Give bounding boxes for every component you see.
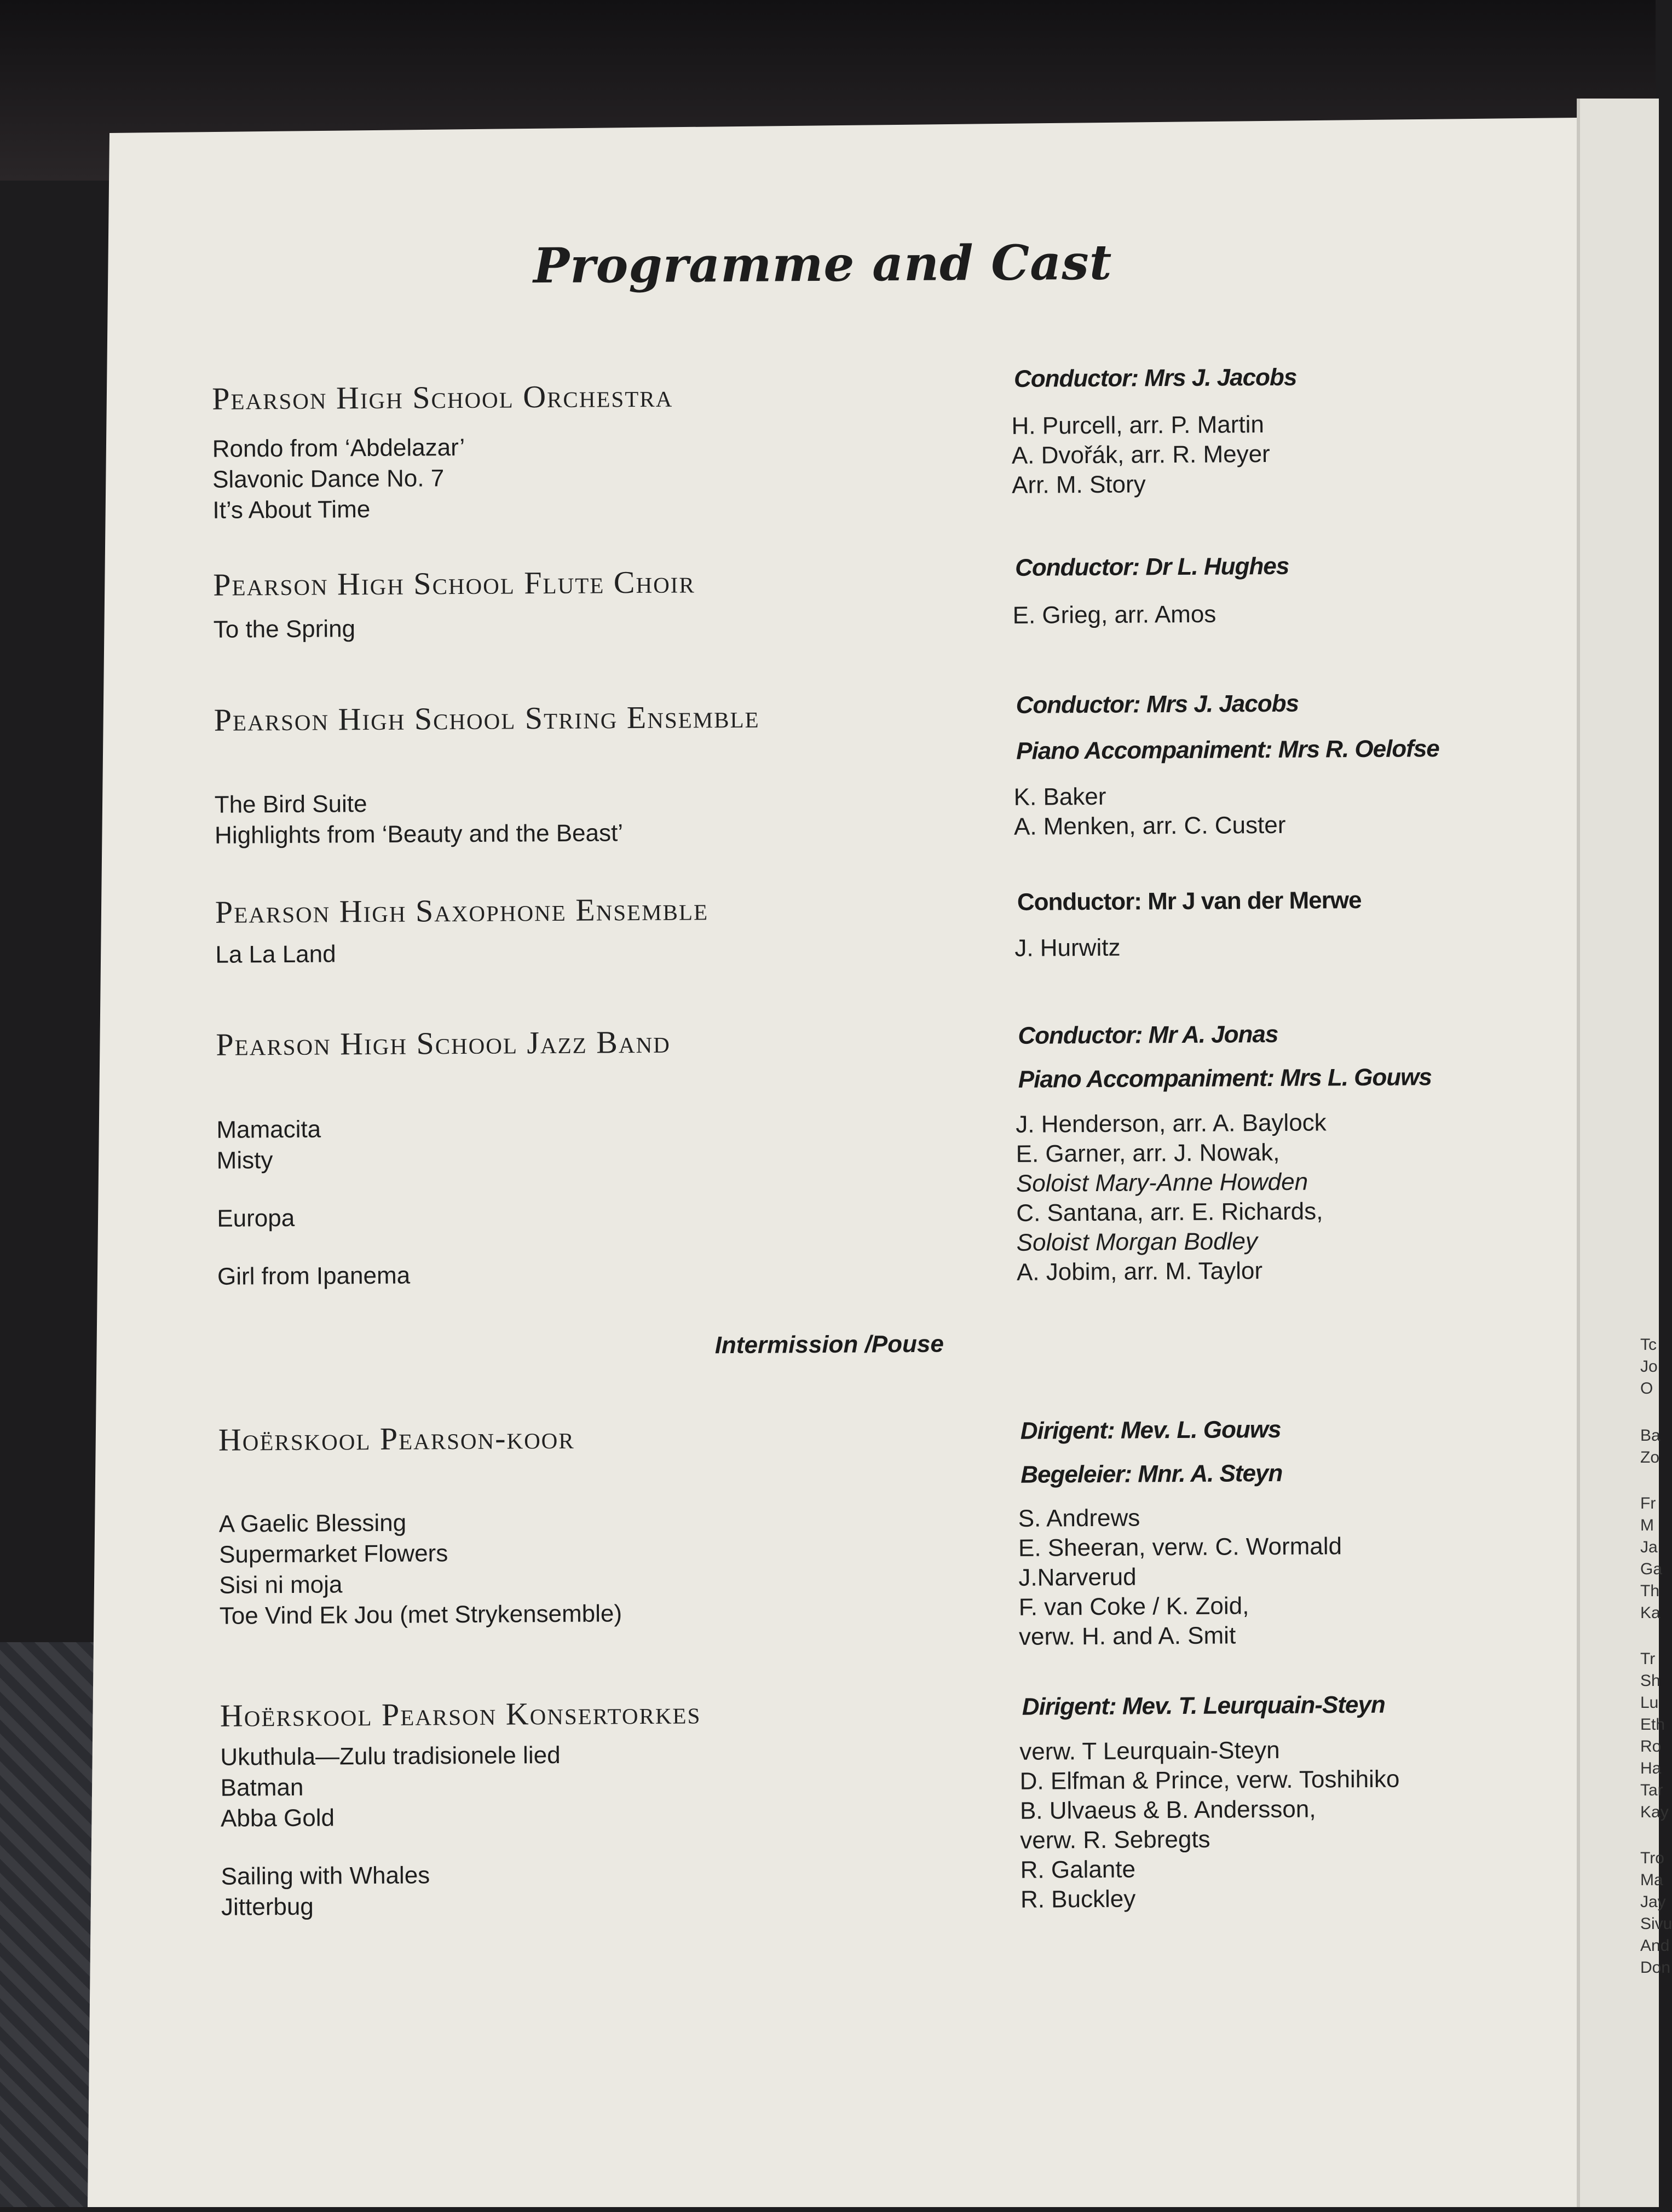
composer-credit: K. Baker	[1013, 783, 1106, 811]
fragment: Tc	[1640, 1336, 1657, 1354]
composer-list	[1011, 410, 1270, 500]
composer-credit: Arr. M. Story	[1012, 471, 1146, 499]
piece-list	[214, 614, 356, 645]
composer-credit: F. van Coke / K. Zoid,	[1018, 1592, 1249, 1621]
composer-credit: A. Jobim, arr. M. Taylor	[1016, 1257, 1263, 1286]
fragment: O	[1640, 1379, 1653, 1397]
fragment: Ha	[1640, 1759, 1662, 1777]
fragment: Ma	[1640, 1871, 1663, 1889]
conductor-credit: Conductor: Mr J van der Merwe	[1017, 886, 1362, 916]
conductor-credit: Conductor: Mrs J. Jacobs	[1016, 690, 1299, 719]
ensemble-heading: Hoërskool Pearson Konsertorkes	[220, 1695, 701, 1734]
composer-credit: R. Buckley	[1020, 1885, 1136, 1913]
composer-credit: D. Elfman & Prince, verw. Toshihiko	[1019, 1765, 1400, 1795]
piece-title: Toe Vind Ek Jou (met Strykensemble)	[219, 1600, 622, 1630]
composer-credit: verw. R. Sebregts	[1020, 1826, 1210, 1854]
fragment: Eth	[1640, 1716, 1665, 1734]
piece-title: The Bird Suite	[214, 790, 367, 818]
composer-list	[1012, 600, 1216, 631]
composer-credit: E. Garner, arr. J. Nowak,	[1016, 1139, 1280, 1168]
fragment: Ba	[1640, 1426, 1661, 1445]
piece-title: Jitterbug	[221, 1893, 314, 1921]
composer-list	[1014, 781, 1286, 842]
conductor-credit: Conductor: Dr L. Hughes	[1014, 552, 1289, 581]
composer-list	[1018, 1502, 1343, 1652]
piece-title: Mamacita	[216, 1116, 321, 1143]
conductor-credit: Conductor: Mrs J. Jacobs	[1013, 363, 1297, 392]
piece-title: Abba Gold	[220, 1804, 335, 1832]
piece-title: It’s About Time	[212, 496, 371, 524]
fragment: Sivu	[1640, 1915, 1672, 1933]
composer-credit: C. Santana, arr. E. Richards,	[1016, 1198, 1323, 1227]
page-title: Programme and Cast	[533, 233, 1112, 294]
fragment: Th	[1640, 1582, 1660, 1600]
soloist-credit: Soloist Mary-Anne Howden	[1016, 1168, 1308, 1197]
piece-title: La La Land	[215, 940, 336, 968]
accompanist-credit: Piano Accompaniment: Mrs L. Gouws	[1018, 1064, 1432, 1093]
conductor-credit: Conductor: Mr A. Jonas	[1018, 1020, 1278, 1049]
fragment: Don	[1640, 1959, 1671, 1977]
piece-list	[220, 1740, 561, 1923]
conductor-credit: Dirigent: Mev. T. Leurquain-Steyn	[1022, 1691, 1385, 1720]
fragment: Zo	[1640, 1448, 1660, 1466]
piece-title: Sisi ni moja	[219, 1571, 343, 1599]
fragment: Lu	[1640, 1694, 1659, 1712]
composer-credit: J.Narverud	[1018, 1563, 1137, 1591]
piece-title: Girl from Ipanema	[217, 1262, 411, 1290]
piece-title: Ukuthula—Zulu tradisionele lied	[220, 1741, 561, 1771]
soloist-credit: Soloist Morgan Bodley	[1016, 1228, 1258, 1256]
fragment: Ga	[1640, 1560, 1663, 1578]
piece-title: Batman	[220, 1774, 304, 1801]
piece-list	[215, 939, 336, 970]
composer-credit: verw. H. and A. Smit	[1018, 1622, 1236, 1650]
fragment: Sh	[1640, 1672, 1661, 1690]
composer-list	[1019, 1735, 1400, 1915]
fragment: Tr	[1640, 1650, 1656, 1668]
piece-list	[215, 787, 624, 851]
ensemble-heading: Hoërskool Pearson-koor	[218, 1419, 575, 1458]
piece-title: To the Spring	[213, 615, 356, 643]
intermission-label: Intermission /Pouse	[714, 1330, 944, 1359]
composer-credit: R. Galante	[1020, 1856, 1136, 1884]
fragment: Jay	[1640, 1893, 1666, 1911]
composer-credit: S. Andrews	[1018, 1504, 1140, 1532]
ensemble-heading: Pearson High School Orchestra	[212, 378, 673, 417]
fragment: M	[1640, 1516, 1654, 1534]
piece-title: Highlights from ‘Beauty and the Beast’	[214, 819, 624, 849]
ensemble-heading: Pearson High School String Ensemble	[214, 698, 760, 738]
composer-credit: E. Sheeran, verw. C. Wormald	[1018, 1533, 1342, 1562]
composer-credit: H. Purcell, arr. P. Martin	[1011, 411, 1265, 440]
piece-title: Slavonic Dance No. 7	[212, 465, 445, 493]
composer-list	[1014, 933, 1120, 963]
fragment: Fr	[1640, 1494, 1656, 1512]
piece-title: Sailing with Whales	[221, 1862, 430, 1890]
fragment: Ro	[1640, 1737, 1662, 1755]
piece-title: Misty	[216, 1147, 273, 1174]
composer-credit: J. Henderson, arr. A. Baylock	[1016, 1109, 1327, 1138]
conductor-credit: Dirigent: Mev. L. Gouws	[1020, 1416, 1281, 1445]
composer-credit: A. Dvořák, arr. R. Meyer	[1011, 440, 1270, 469]
ensemble-heading: Pearson High Saxophone Ensemble	[215, 891, 709, 930]
fragment: Tar	[1640, 1781, 1663, 1799]
piece-title: Supermarket Flowers	[218, 1540, 448, 1568]
piece-title: A Gaelic Blessing	[218, 1509, 407, 1538]
composer-credit: verw. T Leurquain-Steyn	[1019, 1736, 1280, 1765]
piece-list	[212, 432, 465, 526]
fragment: Ja	[1640, 1538, 1658, 1556]
composer-credit: A. Menken, arr. C. Custer	[1013, 811, 1286, 840]
ensemble-heading: Pearson High School Flute Choir	[213, 564, 695, 603]
fragment: Ka	[1640, 1604, 1661, 1622]
ensemble-heading: Pearson High School Jazz Band	[216, 1024, 671, 1062]
composer-credit: J. Hurwitz	[1014, 934, 1121, 962]
composer-credit: B. Ulvaeus & B. Andersson,	[1019, 1795, 1316, 1824]
fragment: Tro	[1640, 1849, 1664, 1867]
composer-list	[1016, 1108, 1327, 1287]
piece-title: Rondo from ‘Abdelazar’	[212, 434, 465, 463]
accompanist-credit: Piano Accompaniment: Mrs R. Oelofse	[1016, 735, 1439, 765]
fragment: Kay	[1640, 1803, 1669, 1821]
fragment: Jo	[1640, 1358, 1658, 1376]
composer-credit: E. Grieg, arr. Amos	[1012, 600, 1216, 629]
accompanist-credit: Begeleier: Mnr. A. Steyn	[1021, 1459, 1283, 1488]
piece-title: Europa	[217, 1204, 295, 1232]
piece-list	[216, 1114, 410, 1292]
fragment: And	[1640, 1937, 1670, 1955]
piece-list	[219, 1506, 622, 1631]
